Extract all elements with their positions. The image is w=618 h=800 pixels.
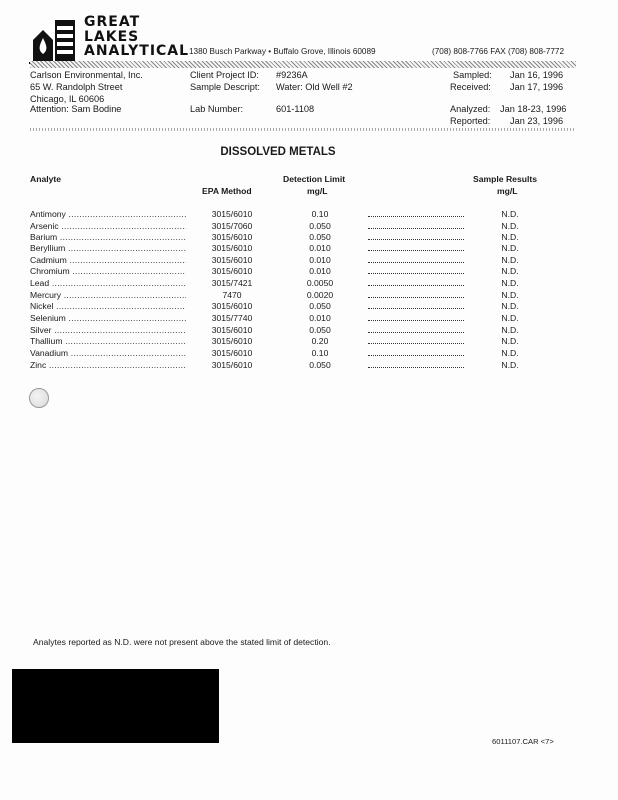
received-label: Received: (450, 82, 491, 92)
leader-dots (368, 216, 464, 217)
epa-method: 3015/6010 (211, 243, 253, 253)
sample-result: N.D. (501, 348, 519, 358)
epa-method: 3015/7740 (211, 313, 253, 323)
lab-number-value: 601-1108 (276, 104, 315, 114)
lab-number-label: Lab Number: (190, 104, 244, 114)
epa-method: 3015/6010 (211, 336, 253, 346)
detection-limit: 0.050 (309, 221, 331, 231)
reported-label: Reported: (450, 116, 491, 126)
detection-limit: 0.010 (309, 255, 331, 265)
analyte-name: Thallium ..... (30, 336, 186, 346)
client-street: 65 W. Randolph Street (30, 82, 123, 92)
table-row (30, 232, 580, 243)
sample-result: N.D. (501, 221, 519, 231)
sample-descript-label: Sample Descript: (190, 82, 260, 92)
detection-limit: 0.10 (311, 348, 329, 358)
leader-dots (368, 332, 464, 333)
reported-value: Jan 23, 1996 (510, 116, 564, 126)
scan-punch-hole (29, 388, 49, 408)
epa-method: 3015/6010 (211, 348, 253, 358)
header-bottom-divider (30, 128, 576, 131)
sample-result: N.D. (501, 301, 519, 311)
epa-method: 3015/6010 (211, 360, 253, 370)
column-header-method: EPA Method (202, 186, 252, 196)
analyzed-value: Jan 18-23, 1996 (500, 104, 567, 114)
company-name (84, 15, 189, 59)
leader-dots (368, 239, 464, 240)
redaction-block (12, 669, 219, 743)
sample-result: N.D. (501, 232, 519, 242)
logo-line-1: GREAT (84, 14, 141, 30)
detection-limit: 0.050 (309, 360, 331, 370)
column-header-limit: Detection Limit (283, 174, 346, 184)
detection-limit: 0.010 (309, 313, 331, 323)
column-header-analyte: Analyte (30, 174, 62, 184)
leader-dots (368, 355, 464, 356)
leader-dots (368, 343, 464, 344)
detection-limit: 0.0020 (306, 290, 334, 300)
sample-result: N.D. (501, 290, 519, 300)
analyte-name: Cadmium ..... (30, 255, 186, 265)
company-phone: (708) 808-7766 FAX (708) 808-7772 (432, 47, 564, 56)
detection-limit: 0.050 (309, 232, 331, 242)
analyte-name: Nickel ..... (30, 301, 186, 311)
epa-method: 3015/7421 (211, 278, 253, 288)
analyte-name: Selenium ..... (30, 313, 186, 323)
table-row (30, 360, 580, 371)
table-row (30, 301, 580, 312)
detection-limit: 0.10 (311, 209, 329, 219)
table-row (30, 325, 580, 336)
sample-result: N.D. (501, 255, 519, 265)
report-title: DISSOLVED METALS (220, 146, 336, 158)
detection-limit: 0.050 (309, 325, 331, 335)
leader-dots (368, 320, 464, 321)
sample-result: N.D. (501, 209, 519, 219)
sample-result: N.D. (501, 278, 519, 288)
leader-dots (368, 228, 464, 229)
leader-dots (368, 262, 464, 263)
leader-dots (368, 297, 464, 298)
detection-limit: 0.010 (309, 266, 331, 276)
table-row (30, 255, 580, 266)
epa-method: 3015/6010 (211, 255, 253, 265)
page-identifier: 6011107.CAR <7> (492, 737, 554, 746)
table-row (30, 336, 580, 347)
epa-method: 3015/6010 (211, 232, 253, 242)
table-row (30, 209, 580, 220)
client-name: Carlson Environmental, Inc. (30, 70, 143, 80)
analyte-name: Arsenic ..... (30, 221, 186, 231)
analyte-name: Vanadium ..... (30, 348, 186, 358)
client-city: Chicago, IL 60606 (30, 94, 105, 104)
sample-result: N.D. (501, 266, 519, 276)
detection-limit: 0.20 (311, 336, 329, 346)
sample-result: N.D. (501, 336, 519, 346)
detection-limit: 0.050 (309, 301, 331, 311)
table-row (30, 278, 580, 289)
received-value: Jan 17, 1996 (510, 82, 564, 92)
epa-method: 7470 (222, 290, 242, 300)
sampled-value: Jan 16, 1996 (510, 70, 564, 80)
detection-limit: 0.0050 (306, 278, 334, 288)
table-row (30, 266, 580, 277)
table-row (30, 221, 580, 232)
column-header-results-units: mg/L (497, 186, 518, 196)
leader-dots (368, 308, 464, 309)
table-row (30, 243, 580, 254)
epa-method: 3015/6010 (211, 209, 253, 219)
logo-line-3: ANALYTICAL (84, 43, 190, 59)
analyte-name: Chromium ..... (30, 266, 186, 276)
column-header-results: Sample Results (473, 174, 537, 184)
analyte-name: Beryllium ..... (30, 243, 186, 253)
analyte-name: Zinc ..... (30, 360, 186, 370)
sample-result: N.D. (501, 243, 519, 253)
analyte-name: Antimony ..... (30, 209, 186, 219)
analyte-name: Silver ..... (30, 325, 186, 335)
leader-dots (368, 250, 464, 251)
leader-dots (368, 273, 464, 274)
leader-dots (368, 285, 464, 286)
analyte-name: Mercury ..... (30, 290, 186, 300)
table-row (30, 290, 580, 301)
sample-result: N.D. (501, 360, 519, 370)
epa-method: 3015/6010 (211, 325, 253, 335)
logo-line-2: LAKES (84, 28, 140, 45)
analyte-name: Barium ..... (30, 232, 186, 242)
table-row (30, 348, 580, 359)
epa-method: 3015/6010 (211, 301, 253, 311)
company-address: 1380 Busch Parkway • Buffalo Grove, Illinois 60089 (189, 47, 376, 56)
epa-method: 3015/7060 (211, 221, 253, 231)
footnote: Analytes reported as N.D. were not present above the stated limit of detection. (33, 637, 331, 647)
sample-descript-value: Water: Old Well #2 (276, 82, 353, 92)
client-project-label: Client Project ID: (190, 70, 259, 80)
analyte-name: Lead ..... (30, 278, 186, 288)
analyzed-label: Analyzed: (450, 104, 491, 114)
client-attention: Attention: Sam Bodine (30, 104, 122, 114)
detection-limit: 0.010 (309, 243, 331, 253)
sampled-label: Sampled: (453, 70, 492, 80)
epa-method: 3015/6010 (211, 266, 253, 276)
sample-result: N.D. (501, 313, 519, 323)
sample-result: N.D. (501, 325, 519, 335)
header-divider (30, 61, 576, 68)
leader-dots (368, 367, 464, 368)
column-header-limit-units: mg/L (307, 186, 328, 196)
company-logo-icon (29, 18, 81, 64)
client-project-value: #9236A (276, 70, 308, 80)
table-row (30, 313, 580, 324)
